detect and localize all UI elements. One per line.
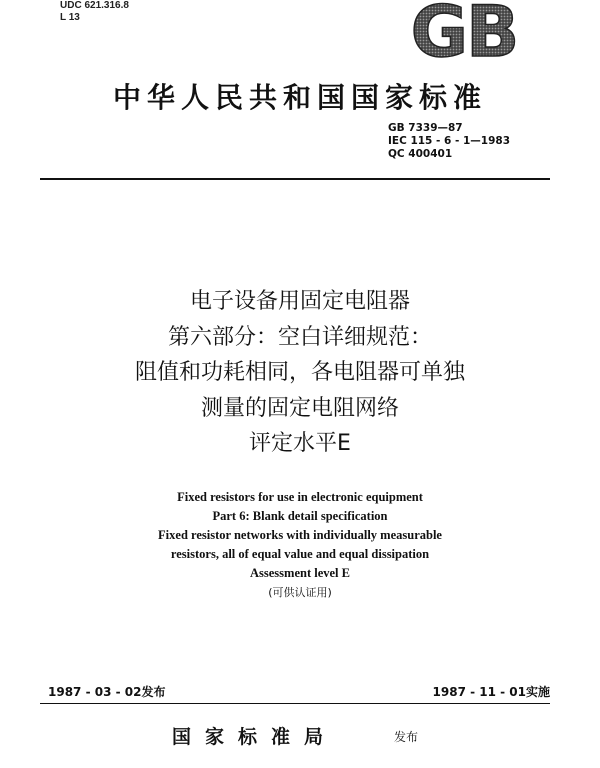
cn-title-line-2: 第六部分：空白详细规范： — [167, 324, 432, 350]
en-title-line-3: Fixed resistor networks with individually measurable — [158, 528, 442, 542]
en-title-line-1: Fixed resistors for use in electronic equipment — [177, 490, 423, 504]
udc-code: UDC 621.316.8 — [60, 0, 129, 11]
en-title-line-4: resistors, all of equal value and equal dissipation — [170, 547, 430, 561]
en-title-line-5: Assessment level E — [250, 566, 350, 580]
cn-title-line-4: 测量的固定电阻网络 — [200, 395, 399, 421]
issue-date: 1987 - 03 - 02发布 — [48, 685, 166, 699]
certification-note: (可供认证用) — [268, 586, 332, 599]
chinese-title — [0, 284, 600, 462]
top-divider — [40, 178, 550, 180]
issued-label: 发布 — [394, 730, 419, 744]
standard-codes — [388, 122, 510, 161]
qc-code: QC 400401 — [388, 148, 453, 160]
gb-standard-logo — [398, 0, 530, 60]
cn-title-line-3: 阻值和功耗相同，各电阻器可单独 — [134, 360, 465, 385]
cn-title-line-5: 评定水平E — [249, 431, 351, 456]
iec-code: IEC 115 - 6 - 1—1983 — [388, 135, 511, 147]
effective-date: 1987 - 11 - 01实施 — [432, 685, 550, 699]
en-title-line-2: Part 6: Blank detail specification — [212, 509, 388, 523]
cn-title-line-1: 电子设备用固定电阻器 — [189, 289, 410, 314]
gb-logo-text: GB — [410, 0, 518, 60]
publisher-name: 国家标准局 — [172, 726, 338, 748]
national-standard-title: 中华人民共和国国家标准 — [112, 81, 487, 114]
ccs-code: L 13 — [60, 12, 80, 23]
english-title — [0, 488, 600, 602]
gb-code: GB 7339—87 — [388, 122, 463, 134]
bottom-divider — [40, 703, 550, 704]
udc-classification — [60, 0, 129, 24]
